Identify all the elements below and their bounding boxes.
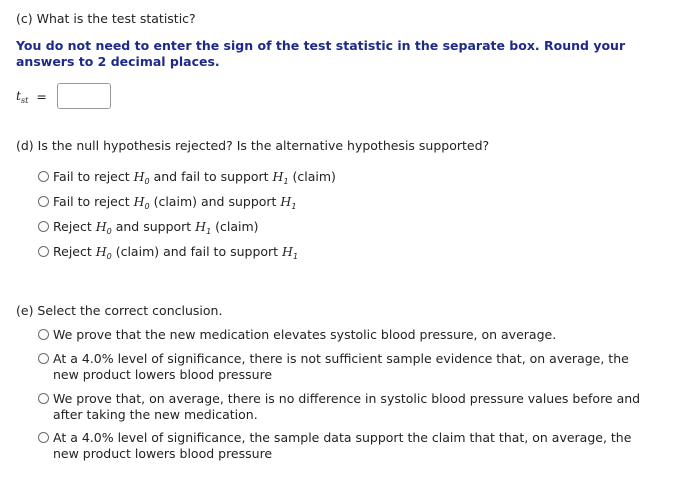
option-d-1[interactable] (38, 169, 336, 190)
option-d-3-label: Reject $H_0$ and support $H_1$ (claim) (53, 219, 259, 236)
option-d-1-label: Fail to reject $H_0$ and fail to support $H_1$ (claim) (53, 169, 336, 186)
radio-e-3[interactable] (38, 393, 49, 404)
test-statistic-row (16, 82, 111, 110)
question-d-heading: (d) Is the null hypothesis rejected? Is the alternative hypothesis supported? (16, 138, 490, 153)
option-d-2-label: Fail to reject $H_0$ (claim) and support $H_1$ (53, 194, 297, 211)
equals-sign: = (36, 88, 47, 104)
question-e-heading: (e) Select the correct conclusion. (16, 303, 223, 318)
option-e-4-label: At a 4.0% level of significance, the sample data support the claim that that, on average, the new product lowers blood pressure (53, 430, 632, 461)
test-statistic-input[interactable] (57, 83, 111, 109)
option-d-2[interactable] (38, 194, 296, 215)
radio-e-1[interactable] (38, 329, 49, 340)
option-e-3[interactable] (38, 391, 653, 423)
radio-d-2[interactable] (38, 196, 49, 207)
radio-d-1[interactable] (38, 171, 49, 182)
option-e-4[interactable] (38, 430, 653, 462)
tst-label: $t_{st}$ (16, 87, 29, 105)
option-e-3-label: We prove that, on average, there is no difference in systolic blood pressure values before and after taking the new medication. (53, 391, 641, 422)
option-d-4-label: Reject $H_0$ (claim) and fail to support $H_1$ (53, 244, 299, 261)
option-e-1-label: We prove that the new medication elevates systolic blood pressure, on average. (53, 327, 557, 342)
instruction-text: You do not need to enter the sign of the test statistic in the separate box. Round your answers to 2 decimal places. (16, 38, 626, 69)
option-e-1[interactable] (38, 327, 653, 343)
radio-d-4[interactable] (38, 246, 49, 257)
question-c-heading: (c) What is the test statistic? (16, 11, 196, 26)
option-e-2[interactable] (38, 351, 653, 383)
radio-e-4[interactable] (38, 432, 49, 443)
option-d-3[interactable] (38, 219, 259, 240)
option-d-4[interactable] (38, 244, 298, 265)
radio-d-3[interactable] (38, 221, 49, 232)
radio-e-2[interactable] (38, 353, 49, 364)
option-e-2-label: At a 4.0% level of significance, there is not sufficient sample evidence that, on average, the new product lowers blood pressure (53, 351, 629, 382)
